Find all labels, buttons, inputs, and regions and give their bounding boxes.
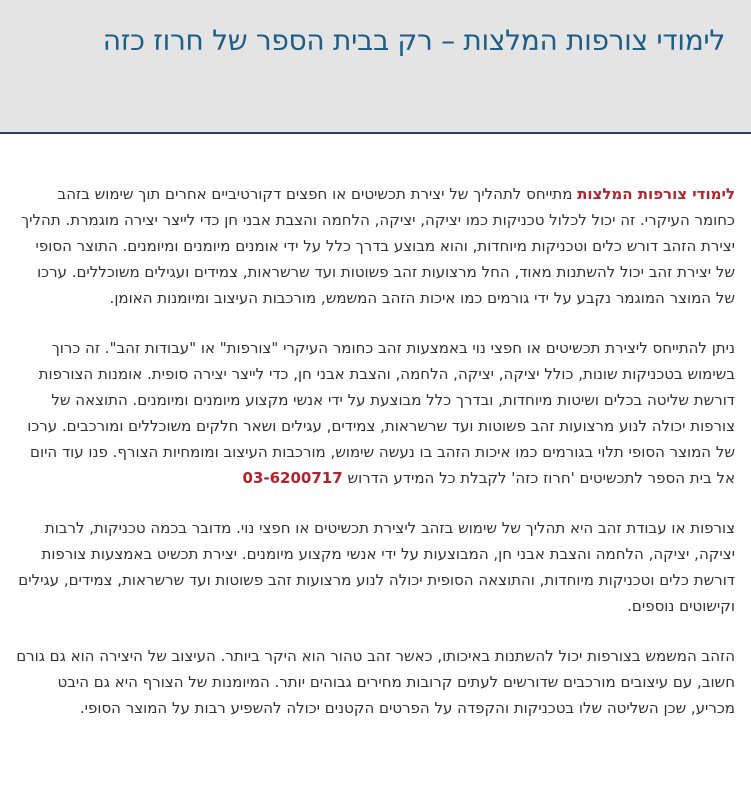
page-header — [0, 0, 751, 134]
paragraph-2-text: ניתן להתייחס ליצירת תכשיטים או חפצי נוי באמצעות זהב כחומר העיקרי "צורפות" או "עבודות זהב". זה כרוך בשימוש בטכניקות שונות, כולל יציקה, יציקה, הלחמה, והצבת אבני חן, כדי לייצר יצירה סופית. אומנות הצורפות דורשת שליטה בכלים ושיטות מיוחדות, ובדרך כלל מבוצעת על ידי אנשי מקצוע מיומנים ומיומנים. התוצאה של צורפות יכולה לנוע מרצועות זהב פשוטות ועד שרשראות, צמידים, עגילים ושאר חלקים משוכללים ומורכבים. ערכו של המוצר הסופי תלוי בגורמים כמו איכות הזהב בו נעשה שימוש, מורכבות העיצוב ומומחיות הצורף. פנו עוד היום אל בית הספר לתכשיטים 'חרוז כזה' לקבלת כל המידע הדרוש — [27, 339, 735, 487]
paragraph-1-text: מתייחס לתהליך של יצירת תכשיטים או חפצים דקורטיביים אחרים תוך שימוש בזהב כחומר העיקרי. זה יכול לכלול טכניקות כמו יציקה, יציקה, הלחמה והצבת אבני חן כדי לייצר יצירה מוגמרת. תהליך יצירת הזהב דורש כלים וטכניקות מיוחדות, והוא מבוצע בדרך כלל על ידי אומנים מיומנים ומיומנים. התוצר הסופי של יצירת זהב יכול להשתנות מאוד, החל מרצועות זהב פשוטות ועד שרשראות, צמידים ועגילים משוכללים. ערכו של המוצר המוגמר נקבע על ידי גורמים כמו איכות הזהב המשמש, מורכבות העיצוב ומיומנות האומן. — [21, 185, 735, 307]
paragraph-2 — [16, 335, 735, 491]
highlight-keyword: לימודי צורפות המלצות — [577, 185, 735, 203]
page-title: לימודי צורפות המלצות – רק בבית הספר של חרוז כזה — [102, 24, 725, 57]
paragraph-3: צורפות או עבודת זהב היא תהליך של שימוש בזהב ליצירת תכשיטים או חפצי נוי. מדובר בכמה טכניקות, לרבות יציקה, יציקה, הלחמה והצבת אבני חן, המבוצעות על ידי אנשי מקצוע מיומנים. יצירת תכשיט באמצעות צורפות דורשת כלים וטכניקות מיוחדות, והתוצאה הסופית יכולה לנוע מרצועות זהב פשוטות ועד שרשראות, צמידים, עגילים וקישוטים נוספים. — [18, 519, 735, 615]
paragraph-4: הזהב המשמש בצורפות יכול להשתנות באיכותו, כאשר זהב טהור הוא היקר ביותר. העיצוב של היצירה הוא גם גורם חשוב, עם עיצובים מורכבים שדורשים לעתים קרובות מחירים גבוהים יותר. המיומנות של הצורף היא גם היבט מכריע, שכן השליטה שלו בטכניקות והקפדה על הפרטים הקטנים יכולה להשפיע רבות על המוצר הסופי. — [16, 647, 735, 717]
article-content — [0, 134, 751, 721]
phone-number: 03-6200717 — [242, 469, 343, 487]
paragraph-1 — [16, 181, 735, 311]
